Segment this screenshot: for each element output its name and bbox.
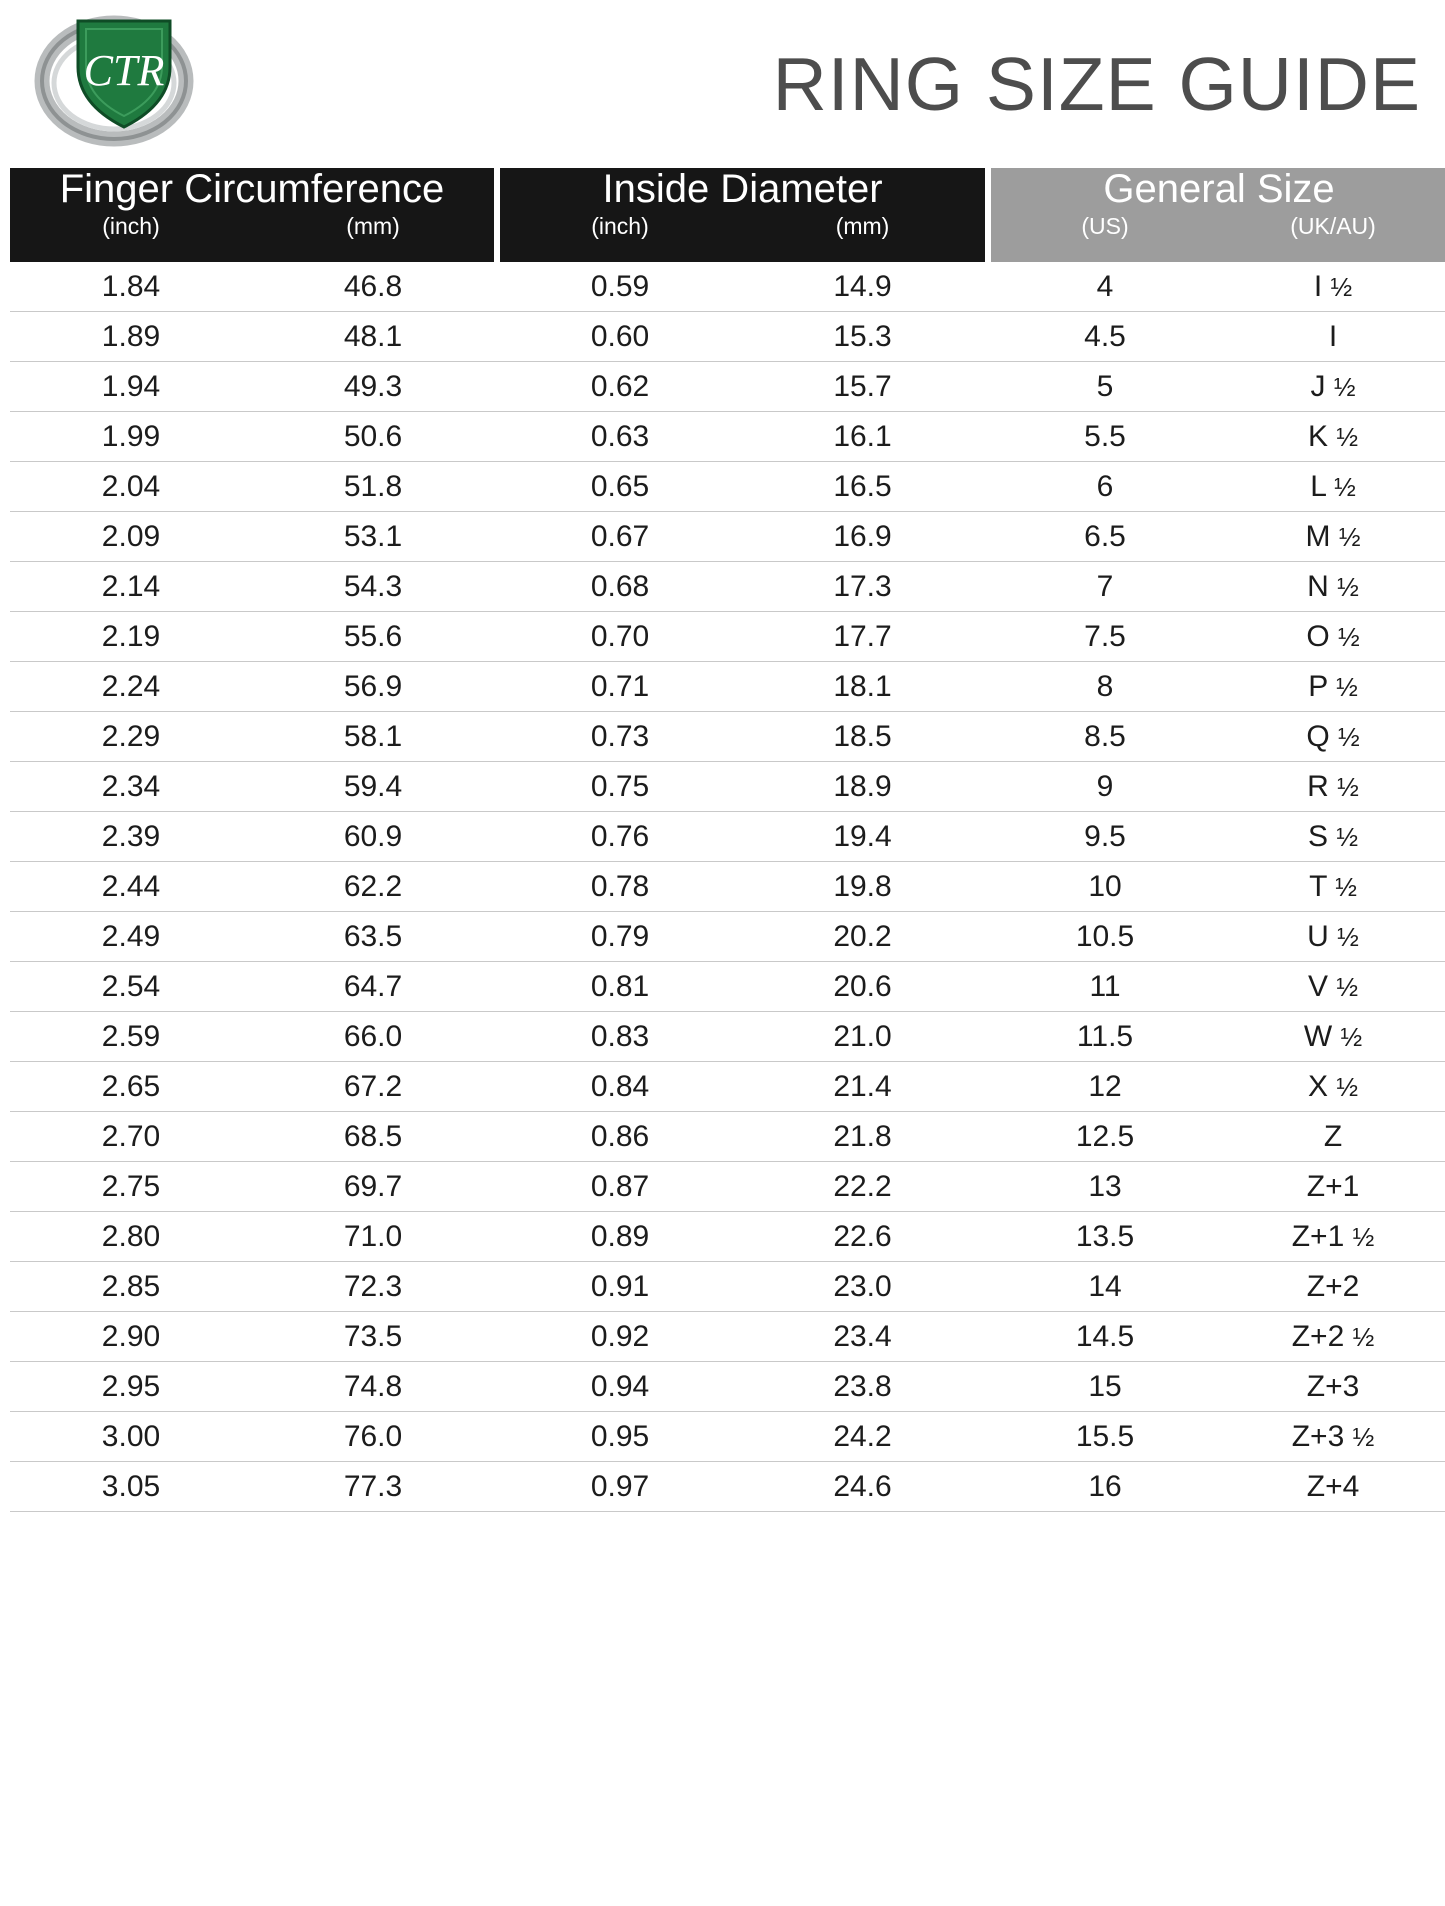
cell-diameter-inch: 0.78 xyxy=(500,862,740,912)
subheader-size-uk-au: (UK/AU) xyxy=(1219,211,1445,262)
cell-circumference-inch: 2.39 xyxy=(10,812,252,862)
size-table-container xyxy=(0,168,1445,1512)
cell-size-us: 6 xyxy=(991,462,1219,512)
cell-circumference-inch: 2.85 xyxy=(10,1262,252,1312)
table-row xyxy=(10,912,1445,962)
cell-circumference-mm: 51.8 xyxy=(252,462,494,512)
table-row xyxy=(10,1012,1445,1062)
cell-size-us: 8.5 xyxy=(991,712,1219,762)
ctr-ring-logo xyxy=(18,9,238,159)
table-group-header-row xyxy=(10,168,1445,211)
cell-size-us: 8 xyxy=(991,662,1219,712)
cell-size-uk-au: K ½ xyxy=(1219,412,1445,462)
cell-size-uk-au: N ½ xyxy=(1219,562,1445,612)
table-row xyxy=(10,1362,1445,1412)
cell-diameter-inch: 0.89 xyxy=(500,1212,740,1262)
cell-circumference-mm: 63.5 xyxy=(252,912,494,962)
table-row xyxy=(10,462,1445,512)
cell-circumference-inch: 3.00 xyxy=(10,1412,252,1462)
cell-circumference-inch: 2.24 xyxy=(10,662,252,712)
cell-diameter-mm: 20.6 xyxy=(740,962,985,1012)
table-row xyxy=(10,962,1445,1012)
cell-circumference-inch: 2.59 xyxy=(10,1012,252,1062)
cell-diameter-mm: 22.2 xyxy=(740,1162,985,1212)
cell-diameter-inch: 0.86 xyxy=(500,1112,740,1162)
cell-size-us: 5 xyxy=(991,362,1219,412)
table-row xyxy=(10,1462,1445,1512)
cell-circumference-inch: 1.84 xyxy=(10,262,252,312)
cell-diameter-inch: 0.92 xyxy=(500,1312,740,1362)
cell-circumference-mm: 62.2 xyxy=(252,862,494,912)
table-row xyxy=(10,1212,1445,1262)
cell-diameter-mm: 23.0 xyxy=(740,1262,985,1312)
cell-size-uk-au: U ½ xyxy=(1219,912,1445,962)
cell-circumference-mm: 77.3 xyxy=(252,1462,494,1512)
cell-size-uk-au: Z+3 xyxy=(1219,1362,1445,1412)
table-subheader-row xyxy=(10,211,1445,262)
cell-size-uk-au: Z+2 ½ xyxy=(1219,1312,1445,1362)
cell-size-uk-au: J ½ xyxy=(1219,362,1445,412)
cell-circumference-inch: 2.14 xyxy=(10,562,252,612)
cell-circumference-inch: 1.99 xyxy=(10,412,252,462)
cell-diameter-mm: 21.4 xyxy=(740,1062,985,1112)
cell-diameter-mm: 16.5 xyxy=(740,462,985,512)
cell-size-uk-au: R ½ xyxy=(1219,762,1445,812)
ring-size-table xyxy=(10,168,1445,1512)
cell-size-us: 4 xyxy=(991,262,1219,312)
cell-diameter-mm: 16.9 xyxy=(740,512,985,562)
cell-circumference-inch: 2.09 xyxy=(10,512,252,562)
cell-diameter-inch: 0.79 xyxy=(500,912,740,962)
cell-diameter-mm: 16.1 xyxy=(740,412,985,462)
cell-diameter-inch: 0.63 xyxy=(500,412,740,462)
cell-size-uk-au: Z+4 xyxy=(1219,1462,1445,1512)
cell-size-uk-au: Q ½ xyxy=(1219,712,1445,762)
cell-size-uk-au: W ½ xyxy=(1219,1012,1445,1062)
cell-circumference-inch: 2.65 xyxy=(10,1062,252,1112)
cell-diameter-mm: 22.6 xyxy=(740,1212,985,1262)
table-row xyxy=(10,1312,1445,1362)
cell-circumference-mm: 53.1 xyxy=(252,512,494,562)
cell-size-us: 11 xyxy=(991,962,1219,1012)
cell-circumference-inch: 3.05 xyxy=(10,1462,252,1512)
cell-circumference-mm: 50.6 xyxy=(252,412,494,462)
cell-size-uk-au: P ½ xyxy=(1219,662,1445,712)
cell-circumference-mm: 72.3 xyxy=(252,1262,494,1312)
cell-circumference-mm: 48.1 xyxy=(252,312,494,362)
cell-circumference-mm: 73.5 xyxy=(252,1312,494,1362)
cell-size-us: 13 xyxy=(991,1162,1219,1212)
cell-size-us: 13.5 xyxy=(991,1212,1219,1262)
cell-diameter-inch: 0.91 xyxy=(500,1262,740,1312)
cell-circumference-inch: 1.94 xyxy=(10,362,252,412)
cell-diameter-mm: 18.1 xyxy=(740,662,985,712)
cell-size-uk-au: Z+1 xyxy=(1219,1162,1445,1212)
cell-diameter-mm: 20.2 xyxy=(740,912,985,962)
table-row xyxy=(10,1112,1445,1162)
cell-circumference-mm: 55.6 xyxy=(252,612,494,662)
table-row xyxy=(10,862,1445,912)
cell-diameter-inch: 0.70 xyxy=(500,612,740,662)
page-title: RING SIZE GUIDE xyxy=(772,42,1421,126)
table-row xyxy=(10,1412,1445,1462)
cell-diameter-inch: 0.84 xyxy=(500,1062,740,1112)
cell-diameter-inch: 0.62 xyxy=(500,362,740,412)
cell-size-uk-au: S ½ xyxy=(1219,812,1445,862)
group-header-finger-circumference: Finger Circumference xyxy=(10,168,494,211)
cell-diameter-inch: 0.76 xyxy=(500,812,740,862)
cell-diameter-mm: 23.4 xyxy=(740,1312,985,1362)
cell-circumference-mm: 76.0 xyxy=(252,1412,494,1462)
cell-diameter-mm: 15.7 xyxy=(740,362,985,412)
cell-size-us: 15 xyxy=(991,1362,1219,1412)
group-header-inside-diameter: Inside Diameter xyxy=(500,168,985,211)
cell-size-uk-au: Z xyxy=(1219,1112,1445,1162)
cell-size-uk-au: I ½ xyxy=(1219,262,1445,312)
cell-circumference-inch: 2.54 xyxy=(10,962,252,1012)
cell-diameter-inch: 0.67 xyxy=(500,512,740,562)
cell-size-uk-au: Z+2 xyxy=(1219,1262,1445,1312)
cell-diameter-mm: 17.7 xyxy=(740,612,985,662)
cell-diameter-mm: 24.2 xyxy=(740,1412,985,1462)
cell-diameter-mm: 21.0 xyxy=(740,1012,985,1062)
cell-circumference-inch: 2.70 xyxy=(10,1112,252,1162)
table-row xyxy=(10,1262,1445,1312)
cell-size-uk-au: Z+1 ½ xyxy=(1219,1212,1445,1262)
cell-diameter-inch: 0.95 xyxy=(500,1412,740,1462)
cell-size-us: 11.5 xyxy=(991,1012,1219,1062)
cell-diameter-inch: 0.59 xyxy=(500,262,740,312)
cell-size-uk-au: Z+3 ½ xyxy=(1219,1412,1445,1462)
cell-size-uk-au: T ½ xyxy=(1219,862,1445,912)
cell-diameter-mm: 19.4 xyxy=(740,812,985,862)
cell-size-us: 14 xyxy=(991,1262,1219,1312)
cell-diameter-mm: 23.8 xyxy=(740,1362,985,1412)
cell-diameter-inch: 0.83 xyxy=(500,1012,740,1062)
cell-circumference-mm: 46.8 xyxy=(252,262,494,312)
cell-circumference-inch: 2.75 xyxy=(10,1162,252,1212)
table-body xyxy=(10,262,1445,1512)
subheader-diameter-mm: (mm) xyxy=(740,211,985,262)
cell-diameter-inch: 0.60 xyxy=(500,312,740,362)
cell-circumference-inch: 2.04 xyxy=(10,462,252,512)
cell-diameter-mm: 14.9 xyxy=(740,262,985,312)
cell-size-us: 7.5 xyxy=(991,612,1219,662)
table-row xyxy=(10,1162,1445,1212)
cell-size-us: 12 xyxy=(991,1062,1219,1112)
cell-diameter-mm: 17.3 xyxy=(740,562,985,612)
page-header xyxy=(0,0,1445,168)
cell-circumference-inch: 1.89 xyxy=(10,312,252,362)
cell-diameter-inch: 0.73 xyxy=(500,712,740,762)
cell-circumference-inch: 2.34 xyxy=(10,762,252,812)
cell-circumference-mm: 56.9 xyxy=(252,662,494,712)
cell-size-us: 10.5 xyxy=(991,912,1219,962)
cell-diameter-inch: 0.65 xyxy=(500,462,740,512)
cell-diameter-inch: 0.94 xyxy=(500,1362,740,1412)
table-row xyxy=(10,712,1445,762)
subheader-diameter-inch: (inch) xyxy=(500,211,740,262)
cell-circumference-inch: 2.95 xyxy=(10,1362,252,1412)
cell-diameter-mm: 15.3 xyxy=(740,312,985,362)
cell-size-uk-au: V ½ xyxy=(1219,962,1445,1012)
subheader-circumference-inch: (inch) xyxy=(10,211,252,262)
cell-diameter-mm: 21.8 xyxy=(740,1112,985,1162)
cell-size-uk-au: M ½ xyxy=(1219,512,1445,562)
subheader-size-us: (US) xyxy=(991,211,1219,262)
table-row xyxy=(10,362,1445,412)
table-row xyxy=(10,512,1445,562)
table-row xyxy=(10,812,1445,862)
cell-size-us: 14.5 xyxy=(991,1312,1219,1362)
cell-size-uk-au: X ½ xyxy=(1219,1062,1445,1112)
subheader-circumference-mm: (mm) xyxy=(252,211,494,262)
table-row xyxy=(10,612,1445,662)
cell-size-us: 10 xyxy=(991,862,1219,912)
group-header-general-size: General Size xyxy=(991,168,1445,211)
cell-circumference-mm: 71.0 xyxy=(252,1212,494,1262)
cell-size-us: 9 xyxy=(991,762,1219,812)
cell-size-us: 4.5 xyxy=(991,312,1219,362)
cell-circumference-mm: 67.2 xyxy=(252,1062,494,1112)
cell-circumference-mm: 54.3 xyxy=(252,562,494,612)
cell-diameter-inch: 0.81 xyxy=(500,962,740,1012)
table-row xyxy=(10,562,1445,612)
cell-size-uk-au: L ½ xyxy=(1219,462,1445,512)
cell-diameter-mm: 24.6 xyxy=(740,1462,985,1512)
cell-diameter-mm: 18.9 xyxy=(740,762,985,812)
cell-diameter-inch: 0.97 xyxy=(500,1462,740,1512)
cell-diameter-mm: 19.8 xyxy=(740,862,985,912)
cell-circumference-inch: 2.80 xyxy=(10,1212,252,1262)
cell-size-us: 5.5 xyxy=(991,412,1219,462)
cell-circumference-mm: 64.7 xyxy=(252,962,494,1012)
cell-circumference-mm: 74.8 xyxy=(252,1362,494,1412)
svg-text:CTR: CTR xyxy=(83,46,165,95)
cell-circumference-inch: 2.44 xyxy=(10,862,252,912)
table-row xyxy=(10,762,1445,812)
cell-diameter-inch: 0.71 xyxy=(500,662,740,712)
cell-circumference-mm: 59.4 xyxy=(252,762,494,812)
cell-circumference-inch: 2.90 xyxy=(10,1312,252,1362)
table-row xyxy=(10,312,1445,362)
cell-size-us: 15.5 xyxy=(991,1412,1219,1462)
cell-size-us: 7 xyxy=(991,562,1219,612)
cell-diameter-inch: 0.68 xyxy=(500,562,740,612)
cell-circumference-mm: 58.1 xyxy=(252,712,494,762)
cell-circumference-mm: 68.5 xyxy=(252,1112,494,1162)
cell-circumference-mm: 69.7 xyxy=(252,1162,494,1212)
cell-size-uk-au: I xyxy=(1219,312,1445,362)
cell-circumference-inch: 2.19 xyxy=(10,612,252,662)
table-row xyxy=(10,262,1445,312)
cell-diameter-inch: 0.75 xyxy=(500,762,740,812)
table-row xyxy=(10,412,1445,462)
cell-size-us: 6.5 xyxy=(991,512,1219,562)
cell-circumference-mm: 60.9 xyxy=(252,812,494,862)
cell-circumference-mm: 66.0 xyxy=(252,1012,494,1062)
cell-size-us: 12.5 xyxy=(991,1112,1219,1162)
cell-size-us: 16 xyxy=(991,1462,1219,1512)
cell-circumference-inch: 2.29 xyxy=(10,712,252,762)
cell-size-us: 9.5 xyxy=(991,812,1219,862)
cell-diameter-mm: 18.5 xyxy=(740,712,985,762)
table-row xyxy=(10,662,1445,712)
cell-diameter-inch: 0.87 xyxy=(500,1162,740,1212)
table-row xyxy=(10,1062,1445,1112)
cell-circumference-inch: 2.49 xyxy=(10,912,252,962)
cell-circumference-mm: 49.3 xyxy=(252,362,494,412)
cell-size-uk-au: O ½ xyxy=(1219,612,1445,662)
